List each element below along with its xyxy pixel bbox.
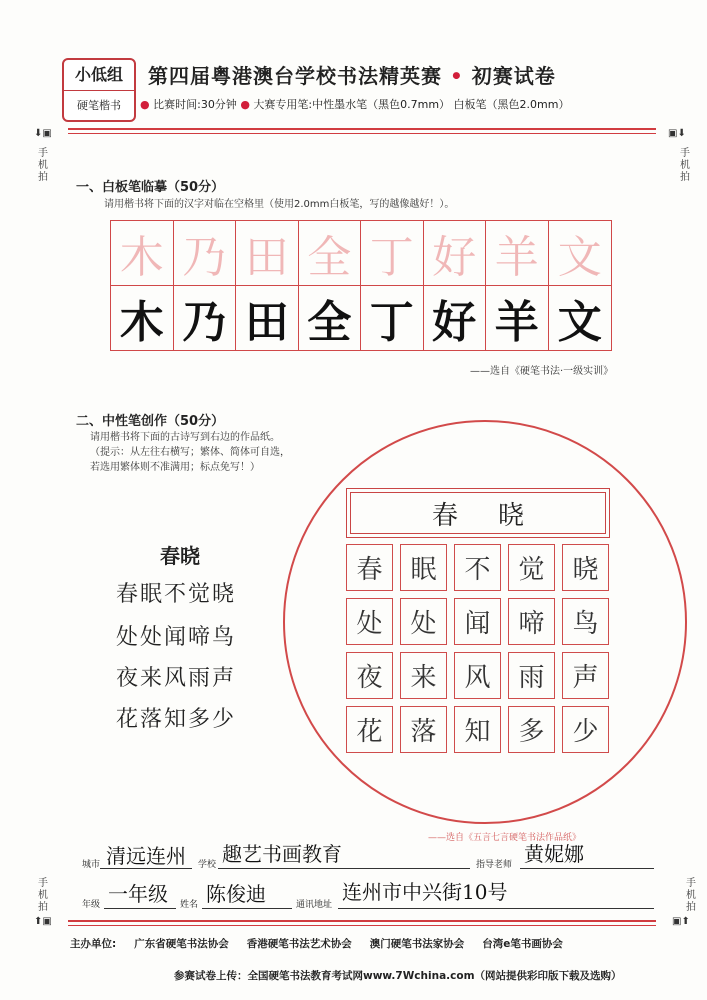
work-cell: 来 (400, 652, 447, 699)
bullet-2: ● (240, 98, 250, 111)
section2-instruction-2: （提示：从左往右横写；繁体、简体可自选， (90, 447, 290, 458)
model-char: 木 (111, 221, 174, 285)
model-char: 田 (236, 221, 299, 285)
category-label: 硬笔楷书 (64, 90, 134, 121)
written-char: 羊 (486, 286, 549, 350)
teacher-underline (520, 868, 654, 869)
city-label: 城市 (82, 860, 101, 870)
work-row (346, 544, 610, 591)
top-divider (68, 128, 656, 130)
section1-title: 一、白板笔临摹（50分） (76, 180, 225, 195)
model-char: 羊 (486, 221, 549, 285)
address-value[interactable]: 连州市中兴街10号 (342, 880, 508, 904)
work-cell: 处 (400, 598, 447, 645)
work-cell: 知 (454, 706, 501, 753)
model-char: 丁 (361, 221, 424, 285)
work-cell: 处 (346, 598, 393, 645)
work-cell: 啼 (508, 598, 555, 645)
work-cell: 花 (346, 706, 393, 753)
grade-underline (104, 908, 176, 909)
host-org: 澳门硬笔书法家协会 (369, 938, 465, 950)
poem-line: 花落知多少 (116, 707, 237, 732)
school-underline (218, 868, 470, 869)
exam-pens: 大赛专用笔:中性墨水笔（黑色0.7mm） 白板笔（黑色2.0mm） (253, 98, 570, 111)
title-suffix: 初赛试卷 (471, 64, 556, 88)
model-char-row (110, 220, 612, 286)
host-label: 主办单位: (70, 938, 117, 950)
work-cell: 觉 (508, 544, 555, 591)
side-tag-br: 手机拍 (686, 878, 696, 913)
work-cell: 少 (562, 706, 609, 753)
poem-title: 春晓 (160, 544, 200, 568)
work-cell: 多 (508, 706, 555, 753)
host-orgs (70, 936, 670, 951)
work-cell: 夜 (346, 652, 393, 699)
camera-icon-tr: ▣⬇ (668, 128, 686, 139)
page-title (148, 60, 556, 89)
address-underline (338, 908, 654, 909)
school-value[interactable]: 趣艺书画教育 (222, 842, 342, 866)
grade-label: 年级 (82, 900, 101, 910)
section2-source: ——选自《五言七言硬笔书法作品纸》 (428, 833, 582, 843)
section2-instruction-3: 若选用繁体则不准满用；标点免写！） (90, 462, 260, 473)
model-char: 好 (424, 221, 487, 285)
school-label: 学校 (198, 860, 217, 870)
work-cell: 鸟 (562, 598, 609, 645)
grade-value[interactable]: 一年级 (108, 882, 168, 906)
side-tag-tl: 手机拍 (38, 148, 48, 183)
work-cell: 声 (562, 652, 609, 699)
section2-instruction-1: 请用楷书将下面的古诗写到右边的作品纸。 (90, 432, 280, 443)
model-char: 乃 (174, 221, 237, 285)
side-tag-tr: 手机拍 (680, 148, 690, 183)
work-cell: 春 (346, 544, 393, 591)
section1-instruction: 请用楷书将下面的汉字对临在空格里（使用2.0mm白板笔，写的越像越好！）。 (104, 199, 455, 210)
address-label: 通讯地址 (296, 900, 333, 910)
teacher-value[interactable]: 黄妮娜 (524, 842, 584, 866)
title-main: 第四届粤港澳台学校书法精英赛 (148, 64, 442, 88)
work-title: 春晓 (350, 492, 606, 534)
bottom-divider (68, 920, 656, 922)
name-label: 姓名 (180, 900, 199, 910)
teacher-label: 指导老师 (476, 860, 513, 870)
bullet-1: ● (140, 98, 150, 111)
written-char: 田 (236, 286, 299, 350)
work-cell: 雨 (508, 652, 555, 699)
name-value[interactable]: 陈俊迪 (206, 882, 266, 906)
host-org: 台湾e笔书画协会 (482, 938, 563, 950)
upload-info: 参赛试卷上传：全国硬笔书法教育考试网www.7Wchina.com（网站提供彩印版下载及选购） (174, 970, 622, 982)
work-cell: 闻 (454, 598, 501, 645)
city-value[interactable]: 清远连州 (106, 844, 186, 868)
camera-icon-bl: ⬆▣ (34, 916, 52, 927)
camera-icon-br: ▣⬆ (672, 916, 690, 927)
work-row (346, 652, 610, 699)
title-dot: • (449, 64, 464, 88)
work-cell: 不 (454, 544, 501, 591)
poem-line: 处处闻啼鸟 (116, 625, 237, 650)
bottom-divider-thin (68, 925, 656, 926)
written-char: 好 (424, 286, 487, 350)
work-cell: 眠 (400, 544, 447, 591)
work-grid (346, 544, 610, 760)
model-char: 全 (299, 221, 362, 285)
section1-source: ——选自《硬笔书法·一级实训》 (470, 366, 614, 377)
host-org: 广东省硬笔书法协会 (134, 938, 229, 950)
work-cell: 风 (454, 652, 501, 699)
exam-info-line (140, 96, 569, 112)
written-char: 木 (111, 286, 174, 350)
host-org: 香港硬笔书法艺术协会 (246, 938, 352, 950)
written-char-row (110, 285, 612, 351)
poem-line: 春眠不觉晓 (116, 582, 237, 607)
group-label: 小低组 (74, 65, 123, 84)
city-underline (100, 868, 192, 869)
side-tag-bl: 手机拍 (38, 878, 48, 913)
group-badge (62, 58, 136, 122)
written-char: 丁 (361, 286, 424, 350)
top-divider-thin (68, 133, 656, 134)
written-char: 乃 (174, 286, 237, 350)
work-cell: 落 (400, 706, 447, 753)
written-char: 全 (299, 286, 362, 350)
poem-line: 夜来风雨声 (116, 666, 237, 691)
section2-title: 二、中性笔创作（50分） (76, 414, 225, 429)
exam-time: 比赛时间:30分钟 (153, 98, 237, 111)
camera-icon-tl: ⬇▣ (34, 128, 52, 139)
work-row (346, 598, 610, 645)
work-row (346, 706, 610, 753)
written-char: 文 (557, 297, 602, 348)
work-title-box (346, 488, 610, 538)
name-underline (202, 908, 292, 909)
model-char: 文 (557, 232, 602, 283)
work-cell: 晓 (562, 544, 609, 591)
